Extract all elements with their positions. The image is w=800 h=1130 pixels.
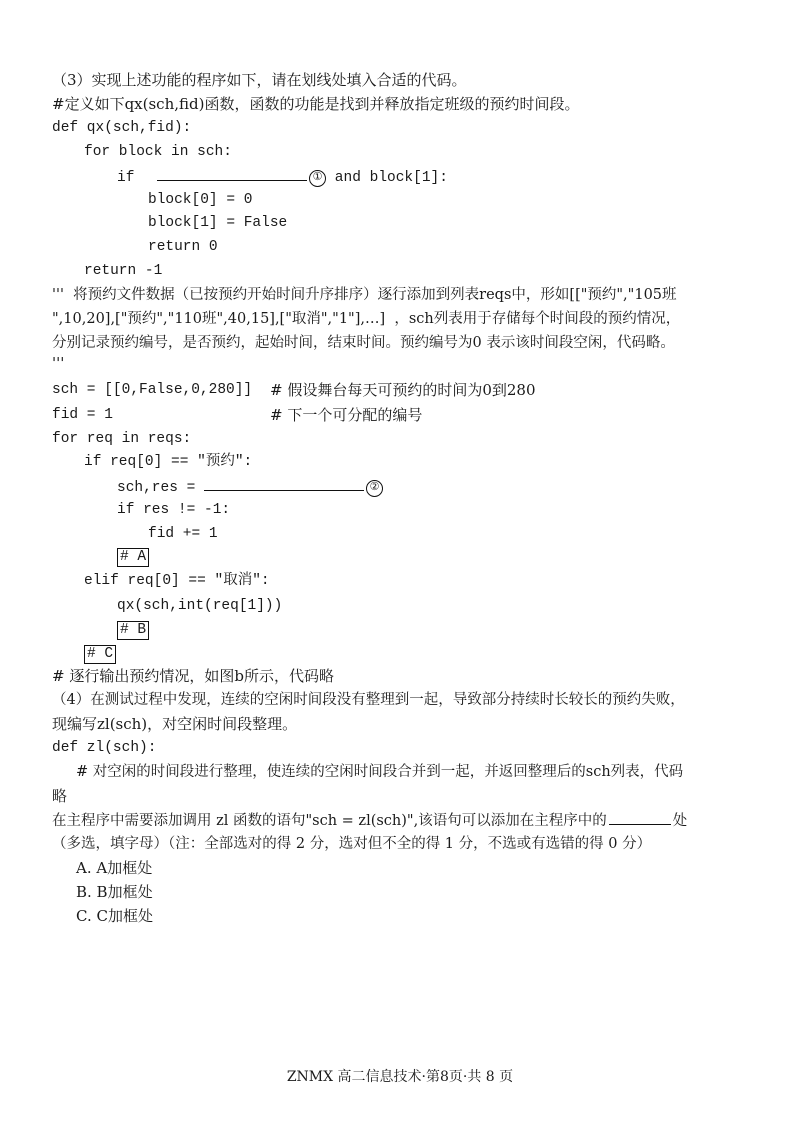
blank-2[interactable]	[204, 476, 364, 491]
for-block-line: for block in sch:	[84, 144, 232, 160]
schres-line	[117, 476, 383, 498]
for-req-line: for req in reqs:	[52, 431, 192, 447]
box-b: # B	[117, 621, 149, 640]
box-a: # A	[117, 548, 149, 567]
blank-1[interactable]	[157, 166, 307, 181]
page-footer: ZNMX 高二信息技术·第8页·共 8 页	[286, 1069, 514, 1085]
part4-ask-line	[52, 810, 687, 831]
def-zl-line: def zl(sch):	[52, 740, 157, 756]
zl-comment-1: # 对空闲的时间段进行整理，使连续的空闲时间段合并到一起，并返回整理后的sch列表，代码	[76, 764, 684, 780]
blank-1-marker: ①	[309, 170, 326, 187]
option-b[interactable]: B. B加框处	[76, 883, 153, 901]
sch-init-comment: # 假设舞台每天可预约的时间为0到280	[270, 381, 536, 399]
output-comment: # 逐行输出预约情况，如图b所示，代码略	[52, 667, 334, 685]
sch-init-code: sch = [[0,False,0,280]]	[52, 382, 253, 398]
body-line-2: block[1] = False	[148, 215, 288, 231]
doc-line-4: '''	[52, 354, 65, 372]
fid-init-comment: # 下一个可分配的编号	[270, 406, 423, 424]
part4-question-1: （4）在测试过程中发现，连续的空闲时间段没有整理到一起，导致部分持续时长较长的预约失败，	[52, 692, 685, 708]
if-res-line: if res != -1:	[117, 502, 231, 518]
qx-call-line: qx(sch,int(req[1]))	[117, 598, 283, 614]
doc-line-2: ",10,20],["预约","110班",40,15],["取消","1"],…] ，sch列表用于存储每个时间段的预约情况，	[52, 311, 681, 327]
if-req-line: if req[0] == "预约":	[84, 454, 253, 470]
elif-req-line: elif req[0] == "取消":	[84, 573, 270, 589]
doc-line-3: 分别记录预约编号，是否预约，起始时间，结束时间。预约编号为0 表示该时间段空闲，代码略。	[52, 335, 675, 351]
part3-intro: （3）实现上述功能的程序如下，请在划线处填入合适的代码。	[52, 71, 467, 89]
doc-line-1: ''' 将预约文件数据（已按预约开始时间升序排序）逐行添加到列表reqs中，形如[["预约","105班	[52, 287, 677, 303]
if-keyword: if	[117, 170, 144, 186]
if-tail: and block[1]:	[326, 170, 448, 186]
option-a[interactable]: A. A加框处	[76, 859, 153, 877]
def-qx-line: def qx(sch,fid):	[52, 120, 192, 136]
blank-2-marker: ②	[366, 480, 383, 497]
ask-suffix: 处	[672, 813, 688, 829]
option-c[interactable]: C. C加框处	[76, 907, 153, 925]
func-comment: #定义如下qx(sch,fid)函数，函数的功能是找到并释放指定班级的预约时间段。	[52, 95, 580, 113]
ask-prefix: 在主程序中需要添加调用 zl 函数的语句"sch = zl(sch)",该语句可以添加在主程序中的	[52, 813, 607, 829]
if-blank-line	[117, 166, 448, 188]
return-line: return -1	[84, 263, 163, 279]
part4-note: （多选，填字母）（注：全部选对的得 2 分，选对但不全的得 1 分，不选或有选错的得 0 分）	[52, 836, 652, 852]
zl-comment-2: 略	[52, 787, 68, 805]
schres-code: sch,res =	[117, 480, 205, 496]
box-c: # C	[84, 645, 116, 664]
body-line-1: block[0] = 0	[148, 192, 253, 208]
fid-inc-line: fid += 1	[148, 526, 218, 542]
fid-init-code: fid = 1	[52, 407, 113, 423]
body-line-3: return 0	[148, 239, 218, 255]
part4-question-2: 现编写zl(sch)，对空闲时间段整理。	[52, 715, 298, 733]
answer-blank[interactable]	[609, 810, 671, 825]
